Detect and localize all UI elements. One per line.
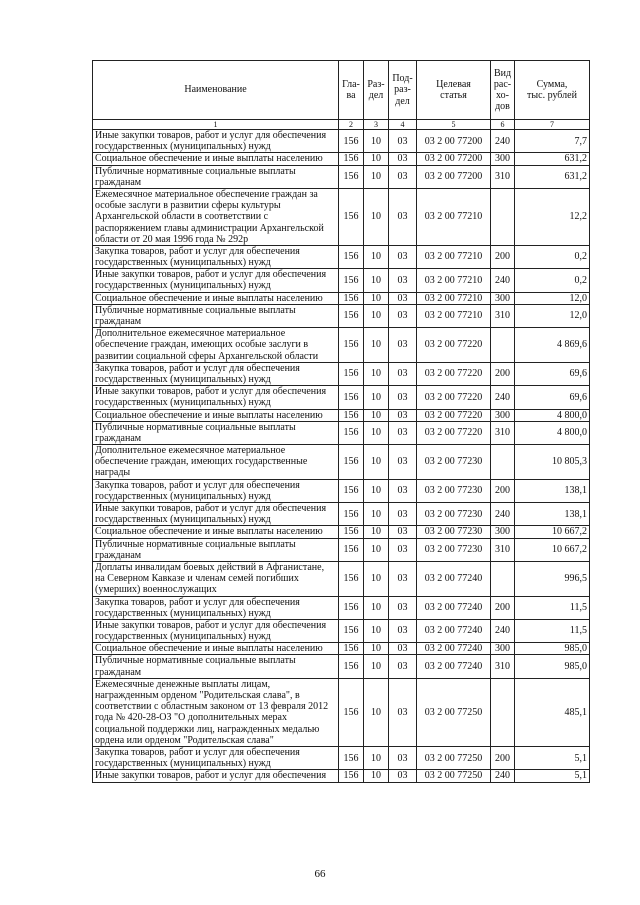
- column-number: 6: [491, 120, 515, 130]
- row-subsection: 03: [389, 655, 417, 678]
- table-row: [93, 386, 590, 409]
- header-subsection-label: Под- раз- дел: [392, 73, 413, 107]
- table-row: [93, 362, 590, 385]
- row-section: 10: [364, 304, 389, 327]
- row-sum: 10 667,2: [515, 526, 590, 538]
- header-sum: [515, 61, 590, 120]
- row-chapter: 156: [339, 596, 364, 619]
- row-subsection: 03: [389, 153, 417, 165]
- row-chapter: 156: [339, 130, 364, 153]
- row-expense-type: 310: [491, 538, 515, 561]
- table-row: [93, 678, 590, 746]
- row-expense-type: 310: [491, 655, 515, 678]
- row-target-article: 03 2 00 77230: [417, 538, 491, 561]
- row-section: 10: [364, 561, 389, 596]
- row-expense-type: [491, 188, 515, 245]
- row-target-article: 03 2 00 77240: [417, 561, 491, 596]
- row-subsection: 03: [389, 188, 417, 245]
- row-name: Социальное обеспечение и иные выплаты населению: [93, 643, 339, 655]
- row-section: 10: [364, 619, 389, 642]
- row-sum: 5,1: [515, 746, 590, 769]
- row-subsection: 03: [389, 362, 417, 385]
- row-chapter: 156: [339, 678, 364, 746]
- row-target-article: 03 2 00 77250: [417, 678, 491, 746]
- row-subsection: 03: [389, 292, 417, 304]
- row-subsection: 03: [389, 328, 417, 363]
- row-expense-type: 240: [491, 503, 515, 526]
- table-row: [93, 165, 590, 188]
- row-name: Иные закупки товаров, работ и услуг для обеспечения государственных (муниципальных) нужд: [93, 619, 339, 642]
- row-subsection: 03: [389, 503, 417, 526]
- row-section: 10: [364, 770, 389, 782]
- row-subsection: 03: [389, 770, 417, 782]
- row-expense-type: 240: [491, 269, 515, 292]
- row-name: Публичные нормативные социальные выплаты гражданам: [93, 655, 339, 678]
- row-expense-type: 240: [491, 619, 515, 642]
- row-name: Закупка товаров, работ и услуг для обеспечения государственных (муниципальных) нужд: [93, 362, 339, 385]
- row-subsection: 03: [389, 130, 417, 153]
- row-subsection: 03: [389, 678, 417, 746]
- row-chapter: 156: [339, 503, 364, 526]
- table-row: [93, 130, 590, 153]
- row-sum: 485,1: [515, 678, 590, 746]
- row-name: Социальное обеспечение и иные выплаты населению: [93, 526, 339, 538]
- row-name: Закупка товаров, работ и услуг для обеспечения государственных (муниципальных) нужд: [93, 746, 339, 769]
- row-sum: 985,0: [515, 655, 590, 678]
- row-subsection: 03: [389, 269, 417, 292]
- row-target-article: 03 2 00 77220: [417, 362, 491, 385]
- row-chapter: 156: [339, 362, 364, 385]
- row-section: 10: [364, 188, 389, 245]
- column-number: 3: [364, 120, 389, 130]
- row-sum: 12,2: [515, 188, 590, 245]
- row-chapter: 156: [339, 655, 364, 678]
- row-name: Дополнительное ежемесячное материальное обеспечение граждан, имеющих государственные награды: [93, 445, 339, 480]
- row-target-article: 03 2 00 77200: [417, 153, 491, 165]
- row-subsection: 03: [389, 746, 417, 769]
- row-sum: 12,0: [515, 304, 590, 327]
- row-name: Иные закупки товаров, работ и услуг для обеспечения государственных (муниципальных) нужд: [93, 386, 339, 409]
- row-section: 10: [364, 678, 389, 746]
- row-expense-type: 300: [491, 526, 515, 538]
- row-target-article: 03 2 00 77220: [417, 328, 491, 363]
- row-subsection: 03: [389, 561, 417, 596]
- column-number-row: [93, 120, 590, 130]
- row-chapter: 156: [339, 269, 364, 292]
- row-name: Публичные нормативные социальные выплаты гражданам: [93, 421, 339, 444]
- row-chapter: 156: [339, 409, 364, 421]
- table-row: [93, 538, 590, 561]
- row-target-article: 03 2 00 77230: [417, 503, 491, 526]
- row-chapter: 156: [339, 526, 364, 538]
- row-target-article: 03 2 00 77240: [417, 619, 491, 642]
- row-chapter: 156: [339, 479, 364, 502]
- header-chapter-label: Гла- ва: [342, 78, 360, 101]
- row-subsection: 03: [389, 386, 417, 409]
- row-sum: 10 805,3: [515, 445, 590, 480]
- table-row: [93, 245, 590, 268]
- column-number: 7: [515, 120, 590, 130]
- row-section: 10: [364, 479, 389, 502]
- table-row: [93, 153, 590, 165]
- table-row: [93, 409, 590, 421]
- row-sum: 12,0: [515, 292, 590, 304]
- row-section: 10: [364, 746, 389, 769]
- header-section-label: Раз- дел: [367, 78, 385, 101]
- row-target-article: 03 2 00 77200: [417, 165, 491, 188]
- row-subsection: 03: [389, 165, 417, 188]
- row-section: 10: [364, 292, 389, 304]
- row-section: 10: [364, 386, 389, 409]
- row-expense-type: 240: [491, 386, 515, 409]
- row-sum: 11,5: [515, 596, 590, 619]
- row-chapter: 156: [339, 153, 364, 165]
- row-target-article: 03 2 00 77210: [417, 304, 491, 327]
- row-sum: 10 667,2: [515, 538, 590, 561]
- row-expense-type: 310: [491, 165, 515, 188]
- row-chapter: 156: [339, 770, 364, 782]
- row-section: 10: [364, 165, 389, 188]
- page-number: 66: [314, 868, 326, 880]
- row-subsection: 03: [389, 245, 417, 268]
- row-section: 10: [364, 130, 389, 153]
- row-target-article: 03 2 00 77230: [417, 526, 491, 538]
- row-subsection: 03: [389, 304, 417, 327]
- row-chapter: 156: [339, 643, 364, 655]
- row-sum: 631,2: [515, 165, 590, 188]
- header-target: [417, 61, 491, 120]
- row-section: 10: [364, 421, 389, 444]
- row-name: Закупка товаров, работ и услуг для обеспечения государственных (муниципальных) нужд: [93, 596, 339, 619]
- row-expense-type: 200: [491, 746, 515, 769]
- header-chapter: [339, 61, 364, 120]
- table-row: [93, 561, 590, 596]
- row-target-article: 03 2 00 77230: [417, 479, 491, 502]
- row-name: Социальное обеспечение и иные выплаты населению: [93, 409, 339, 421]
- header-section: [364, 61, 389, 120]
- row-name: Ежемесячное материальное обеспечение граждан за особые заслуги в развитии сферы культуры Архангельской области в соответствии с распоряжением главы администрации Архангельской области от 20 мая 1996 года № 292р: [93, 188, 339, 245]
- table-row: [93, 526, 590, 538]
- row-subsection: 03: [389, 643, 417, 655]
- column-number: 5: [417, 120, 491, 130]
- row-expense-type: [491, 445, 515, 480]
- table-row: [93, 292, 590, 304]
- row-name: Ежемесячные денежные выплаты лицам, награжденным орденом "Родительская слава", в соответствии с областным законом от 13 февраля 2012 года № 420-28-ОЗ "О дополнительных мерах социальной поддержки лиц, награжденных медалью ордена или орденом "Родительская слава": [93, 678, 339, 746]
- row-section: 10: [364, 153, 389, 165]
- row-chapter: 156: [339, 245, 364, 268]
- row-name: Иные закупки товаров, работ и услуг для обеспечения: [93, 770, 339, 782]
- row-section: 10: [364, 409, 389, 421]
- row-chapter: 156: [339, 386, 364, 409]
- row-name: Иные закупки товаров, работ и услуг для обеспечения государственных (муниципальных) нужд: [93, 269, 339, 292]
- row-target-article: 03 2 00 77210: [417, 292, 491, 304]
- row-section: 10: [364, 328, 389, 363]
- row-name: Публичные нормативные социальные выплаты гражданам: [93, 165, 339, 188]
- header-sum-label: Сумма, тыс. рублей: [527, 78, 577, 101]
- row-sum: 138,1: [515, 503, 590, 526]
- table-row: [93, 770, 590, 782]
- row-section: 10: [364, 643, 389, 655]
- column-number: 2: [339, 120, 364, 130]
- row-target-article: 03 2 00 77240: [417, 655, 491, 678]
- row-target-article: 03 2 00 77250: [417, 746, 491, 769]
- row-sum: 985,0: [515, 643, 590, 655]
- column-number: 1: [93, 120, 339, 130]
- row-sum: 0,2: [515, 245, 590, 268]
- header-name: Наименование: [93, 61, 339, 120]
- table-row: [93, 619, 590, 642]
- table-row: [93, 479, 590, 502]
- row-section: 10: [364, 269, 389, 292]
- row-sum: 0,2: [515, 269, 590, 292]
- table-row: [93, 304, 590, 327]
- row-chapter: 156: [339, 746, 364, 769]
- row-name: Социальное обеспечение и иные выплаты населению: [93, 153, 339, 165]
- table-row: [93, 421, 590, 444]
- row-chapter: 156: [339, 304, 364, 327]
- row-target-article: 03 2 00 77230: [417, 445, 491, 480]
- row-expense-type: [491, 561, 515, 596]
- row-sum: 138,1: [515, 479, 590, 502]
- row-name: Публичные нормативные социальные выплаты гражданам: [93, 538, 339, 561]
- row-chapter: 156: [339, 292, 364, 304]
- row-target-article: 03 2 00 77210: [417, 245, 491, 268]
- row-sum: 631,2: [515, 153, 590, 165]
- row-target-article: 03 2 00 77200: [417, 130, 491, 153]
- row-expense-type: 310: [491, 421, 515, 444]
- row-chapter: 156: [339, 328, 364, 363]
- row-expense-type: 300: [491, 643, 515, 655]
- row-sum: 69,6: [515, 386, 590, 409]
- row-target-article: 03 2 00 77220: [417, 409, 491, 421]
- row-target-article: 03 2 00 77220: [417, 386, 491, 409]
- header-subsection: [389, 61, 417, 120]
- table-row: [93, 269, 590, 292]
- header-expense-type: [491, 61, 515, 120]
- row-sum: 4 800,0: [515, 409, 590, 421]
- row-sum: 5,1: [515, 770, 590, 782]
- header-target-label: Целевая статья: [436, 78, 471, 101]
- row-sum: 4 800,0: [515, 421, 590, 444]
- row-chapter: 156: [339, 445, 364, 480]
- row-subsection: 03: [389, 479, 417, 502]
- row-chapter: 156: [339, 561, 364, 596]
- row-chapter: 156: [339, 188, 364, 245]
- row-expense-type: [491, 678, 515, 746]
- row-section: 10: [364, 445, 389, 480]
- table-row: [93, 655, 590, 678]
- row-subsection: 03: [389, 445, 417, 480]
- row-expense-type: 200: [491, 479, 515, 502]
- table-row: [93, 188, 590, 245]
- row-target-article: 03 2 00 77240: [417, 596, 491, 619]
- row-expense-type: 300: [491, 409, 515, 421]
- column-number: 4: [389, 120, 417, 130]
- row-sum: 4 869,6: [515, 328, 590, 363]
- row-target-article: 03 2 00 77240: [417, 643, 491, 655]
- row-expense-type: 240: [491, 130, 515, 153]
- row-sum: 7,7: [515, 130, 590, 153]
- row-section: 10: [364, 245, 389, 268]
- row-name: Закупка товаров, работ и услуг для обеспечения государственных (муниципальных) нужд: [93, 479, 339, 502]
- row-name: Иные закупки товаров, работ и услуг для обеспечения государственных (муниципальных) нужд: [93, 130, 339, 153]
- row-chapter: 156: [339, 538, 364, 561]
- row-section: 10: [364, 655, 389, 678]
- row-section: 10: [364, 526, 389, 538]
- row-expense-type: [491, 328, 515, 363]
- row-sum: 11,5: [515, 619, 590, 642]
- row-subsection: 03: [389, 409, 417, 421]
- table-row: [93, 643, 590, 655]
- row-target-article: 03 2 00 77220: [417, 421, 491, 444]
- row-expense-type: 300: [491, 292, 515, 304]
- row-name: Публичные нормативные социальные выплаты гражданам: [93, 304, 339, 327]
- table-body: [93, 130, 590, 783]
- row-name: Доплаты инвалидам боевых действий в Афганистане, на Северном Кавказе и членам семей погибших (умерших) военнослужащих: [93, 561, 339, 596]
- row-subsection: 03: [389, 526, 417, 538]
- row-name: Закупка товаров, работ и услуг для обеспечения государственных (муниципальных) нужд: [93, 245, 339, 268]
- row-subsection: 03: [389, 596, 417, 619]
- table-row: [93, 596, 590, 619]
- row-target-article: 03 2 00 77210: [417, 269, 491, 292]
- row-chapter: 156: [339, 421, 364, 444]
- header-expense-label: Вид рас- хо- дов: [493, 67, 512, 113]
- row-name: Иные закупки товаров, работ и услуг для обеспечения государственных (муниципальных) нужд: [93, 503, 339, 526]
- row-sum: 996,5: [515, 561, 590, 596]
- row-name: Социальное обеспечение и иные выплаты населению: [93, 292, 339, 304]
- row-expense-type: 310: [491, 304, 515, 327]
- table-row: [93, 503, 590, 526]
- row-subsection: 03: [389, 538, 417, 561]
- table-row: [93, 445, 590, 480]
- row-expense-type: 200: [491, 362, 515, 385]
- row-section: 10: [364, 362, 389, 385]
- row-section: 10: [364, 503, 389, 526]
- budget-table: [92, 60, 590, 783]
- row-section: 10: [364, 596, 389, 619]
- row-expense-type: 300: [491, 153, 515, 165]
- row-section: 10: [364, 538, 389, 561]
- row-sum: 69,6: [515, 362, 590, 385]
- row-expense-type: 200: [491, 596, 515, 619]
- row-name: Дополнительное ежемесячное материальное обеспечение граждан, имеющих особые заслуги в развитии социальной сферы Архангельской области: [93, 328, 339, 363]
- row-target-article: 03 2 00 77210: [417, 188, 491, 245]
- table-row: [93, 328, 590, 363]
- row-chapter: 156: [339, 165, 364, 188]
- row-subsection: 03: [389, 421, 417, 444]
- table-row: [93, 746, 590, 769]
- row-target-article: 03 2 00 77250: [417, 770, 491, 782]
- row-subsection: 03: [389, 619, 417, 642]
- row-expense-type: 200: [491, 245, 515, 268]
- header-row: [93, 61, 590, 120]
- row-chapter: 156: [339, 619, 364, 642]
- row-expense-type: 240: [491, 770, 515, 782]
